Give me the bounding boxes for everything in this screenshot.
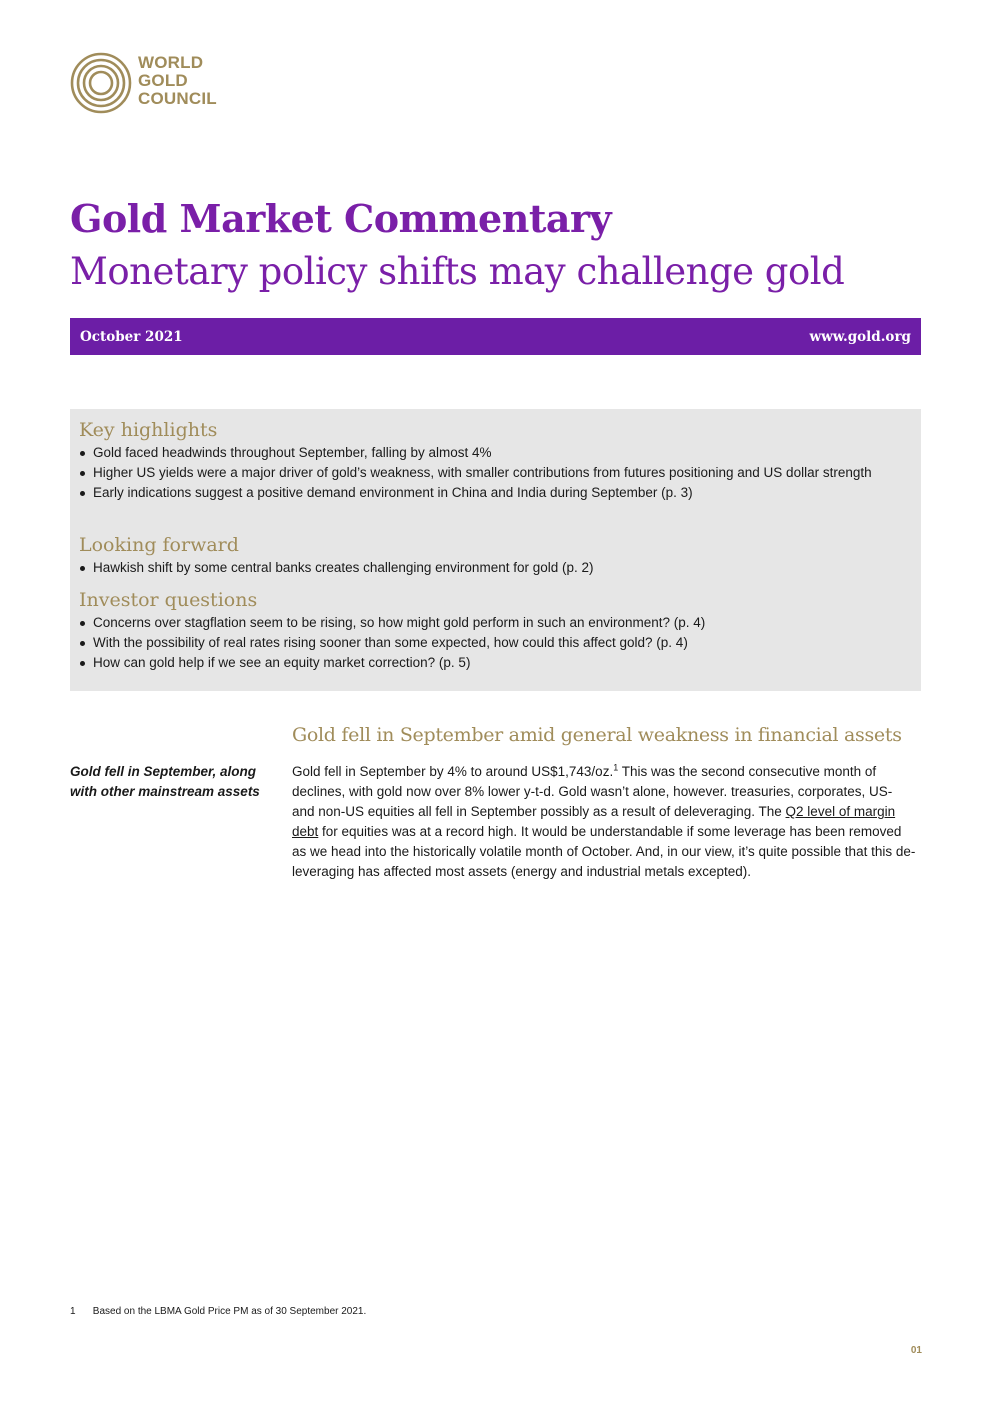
footnote-reference[interactable]: 1 (613, 762, 619, 773)
highlights-panel (70, 409, 921, 691)
list-item: Hawkish shift by some central banks creates challenging environment for gold (p. 2) (79, 558, 899, 578)
logo-line: WORLD (138, 53, 204, 72)
key-highlights-list (79, 443, 899, 503)
page-number: 01 (910, 1345, 922, 1356)
section-heading: Gold fell in September amid general weakness in financial assets (292, 724, 902, 746)
body-paragraph (292, 762, 917, 882)
margin-note: Gold fell in September, along with other mainstream assets (70, 764, 260, 799)
logo-line: COUNCIL (138, 89, 217, 108)
list-item: With the possibility of real rates rising sooner than some expected, how could this affect gold? (p. 4) (79, 633, 899, 653)
list-item: Gold faced headwinds throughout September, falling by almost 4% (79, 443, 899, 463)
website-link[interactable]: www.gold.org (809, 329, 911, 345)
margin-debt-link[interactable]: Q2 level of margin debt (292, 804, 896, 839)
list-item: How can gold help if we see an equity market correction? (p. 5) (79, 653, 899, 673)
looking-forward-list (79, 558, 899, 578)
investor-questions-heading: Investor questions (79, 589, 258, 611)
footnote (70, 1306, 366, 1317)
document-subtitle: Monetary policy shifts may challenge gold (70, 250, 845, 293)
document-title: Gold Market Commentary (70, 196, 612, 241)
body-text-segment: This was the second consecutive month of declines, with gold now over 8% lower y-t-d. Gold wasn’t alone, however. treasuries, corporates, US- and non-US equities all fell in September possibly as a result of deleveraging. The (292, 764, 893, 819)
body-text-segment: Gold fell in September by 4% to around US$1,743/oz. (292, 764, 614, 779)
world-gold-council-logo (70, 52, 240, 114)
body-text-segment: for equities was at a record high. It would be understandable if some leverage has been removed as we head into the historically volatile month of October. And, in our view, it’s quite possible that this de-leveraging has affected most assets (energy and industrial metals excepted). (292, 824, 916, 879)
logo-wordmark (138, 54, 217, 108)
list-item: Early indications suggest a positive demand environment in China and India during September (p. 3) (79, 483, 899, 503)
publication-date: October 2021 (80, 329, 183, 345)
list-item: Concerns over stagflation seem to be rising, so how might gold perform in such an environment? (p. 4) (79, 613, 899, 633)
concentric-rings-icon (70, 52, 132, 114)
looking-forward-heading: Looking forward (79, 534, 239, 556)
key-highlights-heading: Key highlights (79, 419, 218, 441)
logo-line: GOLD (138, 71, 188, 90)
list-item: Higher US yields were a major driver of gold’s weakness, with smaller contributions from futures positioning and US dollar strength (79, 463, 899, 483)
footnote-text: Based on the LBMA Gold Price PM as of 30 September 2021. (92, 1306, 367, 1317)
date-banner (70, 318, 921, 355)
footnote-number: 1 (70, 1306, 76, 1317)
investor-questions-list (79, 613, 899, 673)
